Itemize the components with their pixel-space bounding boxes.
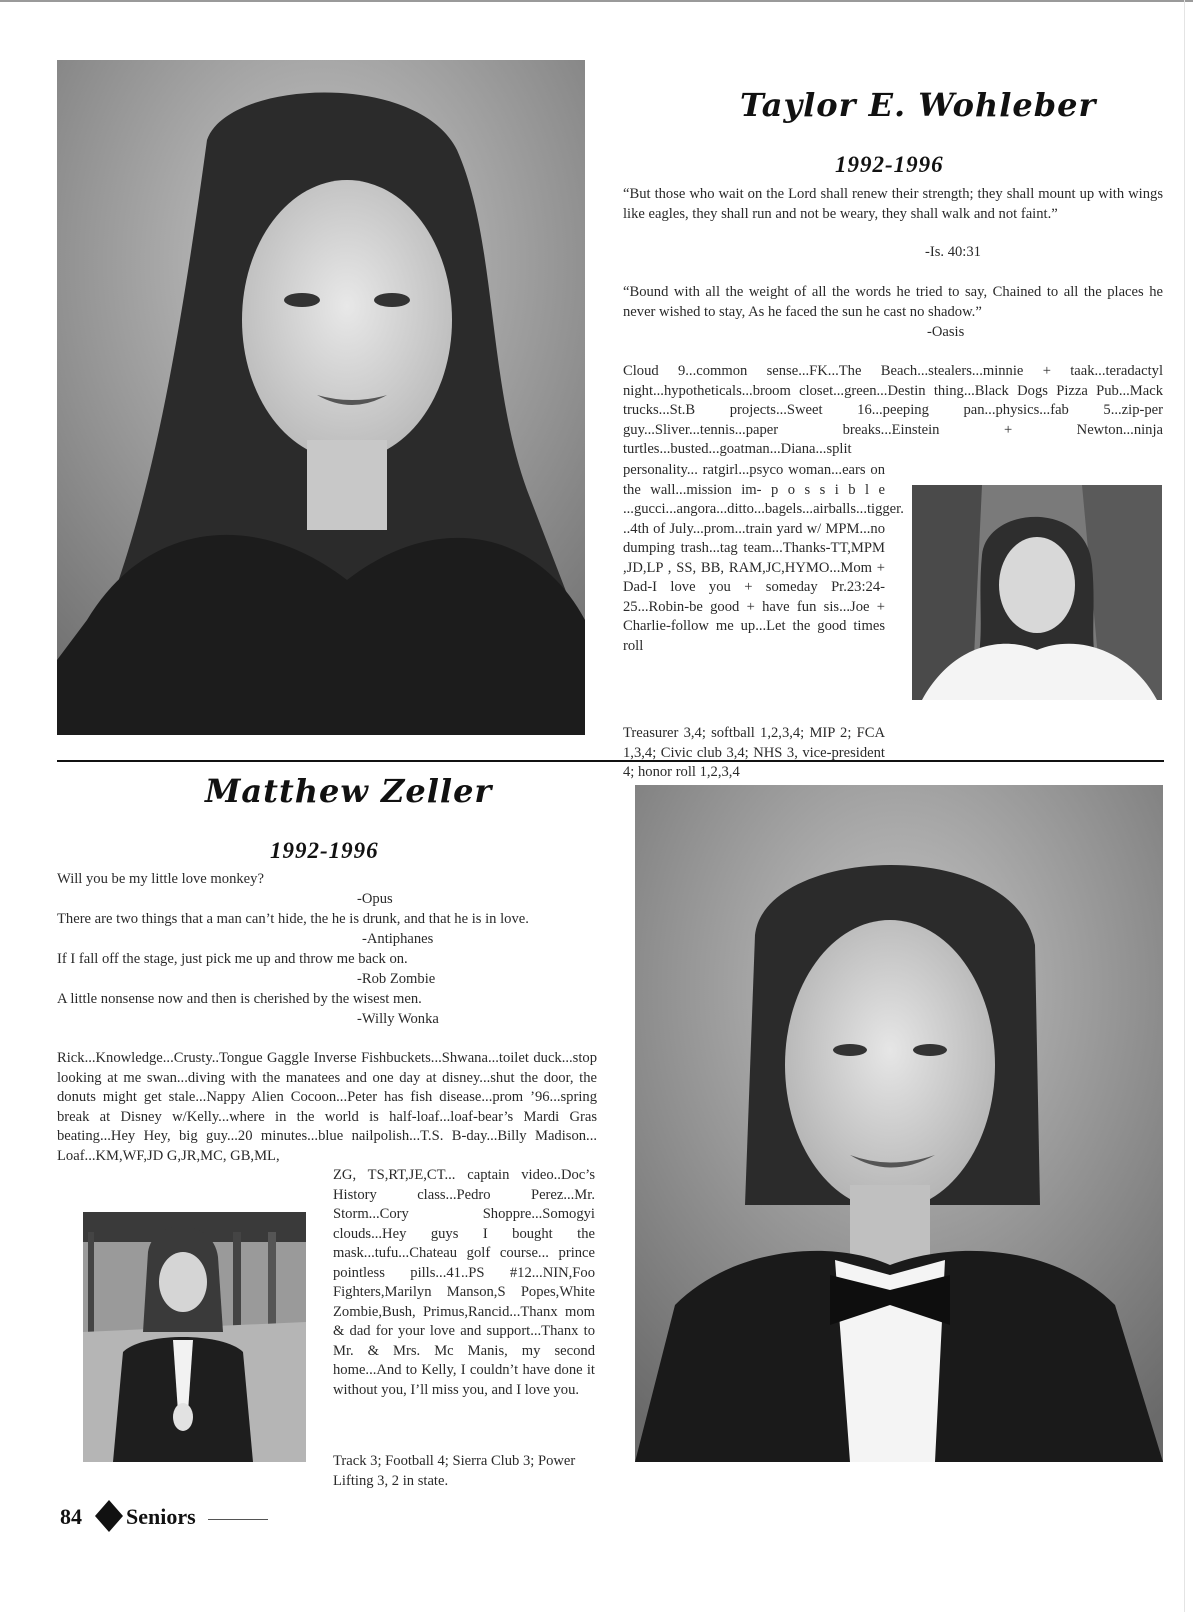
student2-quote3: If I fall off the stage, just pick me up and throw me back on. [57, 951, 408, 967]
candid-photo-matthew [83, 1212, 306, 1462]
section-name: Seniors [126, 1504, 196, 1529]
student2-quote4-source: -Willy Wonka [357, 1011, 439, 1027]
student1-memories: Cloud 9...common sense...FK...The Beach...stealers...minnie + taak...teradactyl night...hypotheticals...broom closet...green...Destin thing...Black Dogs Pizza Pub...Mack trucks...St.B projects...Sweet 16...peeping pan...physics...fab 5...zip-per guy...Sliver...tennis...paper breaks...Einstein + Newton...ninja turtles...busted...goatman...Diana...split [623, 363, 1163, 457]
page-number: 84 [60, 1504, 82, 1529]
student2-quote1-source: -Opus [357, 891, 393, 907]
candid-photo-taylor [912, 485, 1162, 700]
student2-quote2: There are two things that a man can’t hide, the he is drunk, and that he is in love. [57, 911, 529, 927]
student2-activities: Track 3; Football 4; Sierra Club 3; Power Lifting 3, 2 in state. [333, 1453, 576, 1489]
student2-memories-cont: ZG, TS,RT,JE,CT... captain video..Doc’s History class...Pedro Perez...Mr. Storm...Cory Shoppre...Somogyi clouds...Hey guys I bought the mask...tufu...Chateau golf course... prince pointless pills...41..PS #12...NIN,Foo Fighters,Marilyn Manson,S Popes,White Zombie,Bush, Primus,Rancid...Thanx mom & dad for your love and support...Thanx to Mr. & Mrs. Mc Manis, my second home...And to Kelly, I couldn’t have done it without you, I’ll miss you, and I love you. [333, 1167, 595, 1398]
section-divider [57, 760, 1164, 762]
student2-memories: Rick...Knowledge...Crusty..Tongue Gaggle Inverse Fishbuckets...Shwana...toilet duck...stop looking at me swan...diving with the manatees and one day at disney...shut the door, the donuts might get stale...Nappy Alien Cocoon...Peter has fish disease...prom ’96...spring break at Disney w/Kelly...where in the world is half-loaf...loaf-bear’s Mardi Gras beating...Hey Hey, big guy...20 minutes...blue nailpolish...T.S. B-day...Billy Madison... Loaf...KM,WF,JD G,JR,MC, GB,ML, [57, 1050, 597, 1164]
portrait-taylor-wohleber [57, 60, 585, 735]
student2-quote4: A little nonsense now and then is cherished by the wisest men. [57, 991, 422, 1007]
student1-memories-cont: personality... ratgirl...psyco woman...ears on the wall...mission im- p o s s i b l e ...gucci...angora...ditto...bagels...airballs...tigger. ..4th of July...prom...train yard w/ MPM...no dumping trash...tag team...Thanks-TT,MPM ,JD,LP , SS, BB, RAM,JC,HYMO...Mom + Dad-I love you + someday Pr.23:24-25...Robin-be good + have fun sis...Joe + Charlie-follow me up...Let the good times roll [623, 462, 904, 654]
folio-rule [208, 1519, 268, 1520]
top-border [0, 0, 1193, 2]
student1-quote2: “Bound with all the weight of all the words he tried to say, Chained to all the places he never wished to stay, As he faced the sun he cast no shadow.” [623, 284, 1163, 320]
student2-quote2-source: -Antiphanes [362, 931, 434, 947]
student1-quote1: “But those who wait on the Lord shall renew their strength; they shall mount up with wings like eagles, they shall run and not be weary, they shall walk and not faint.” [623, 186, 1163, 222]
student1-quote2-source: -Oasis [927, 324, 965, 340]
diamond-icon [93, 1500, 125, 1532]
student2-name: Matthew Zeller [205, 772, 493, 810]
student1-activities: Treasurer 3,4; softball 1,2,3,4; MIP 2; FCA 1,3,4; Civic club 3,4; NHS 3, vice-president 4; honor roll 1,2,3,4 [623, 725, 885, 780]
student2-years: 1992-1996 [270, 838, 379, 863]
portrait-matthew-zeller [635, 785, 1163, 1462]
student2-quote1: Will you be my little love monkey? [57, 871, 264, 887]
student2-quote3-source: -Rob Zombie [357, 971, 436, 987]
page-edge [1184, 0, 1185, 1612]
student1-years: 1992-1996 [835, 152, 944, 177]
student1-quote1-source: -Is. 40:31 [925, 244, 981, 260]
student1-name: Taylor E. Wohleber [740, 86, 1097, 124]
